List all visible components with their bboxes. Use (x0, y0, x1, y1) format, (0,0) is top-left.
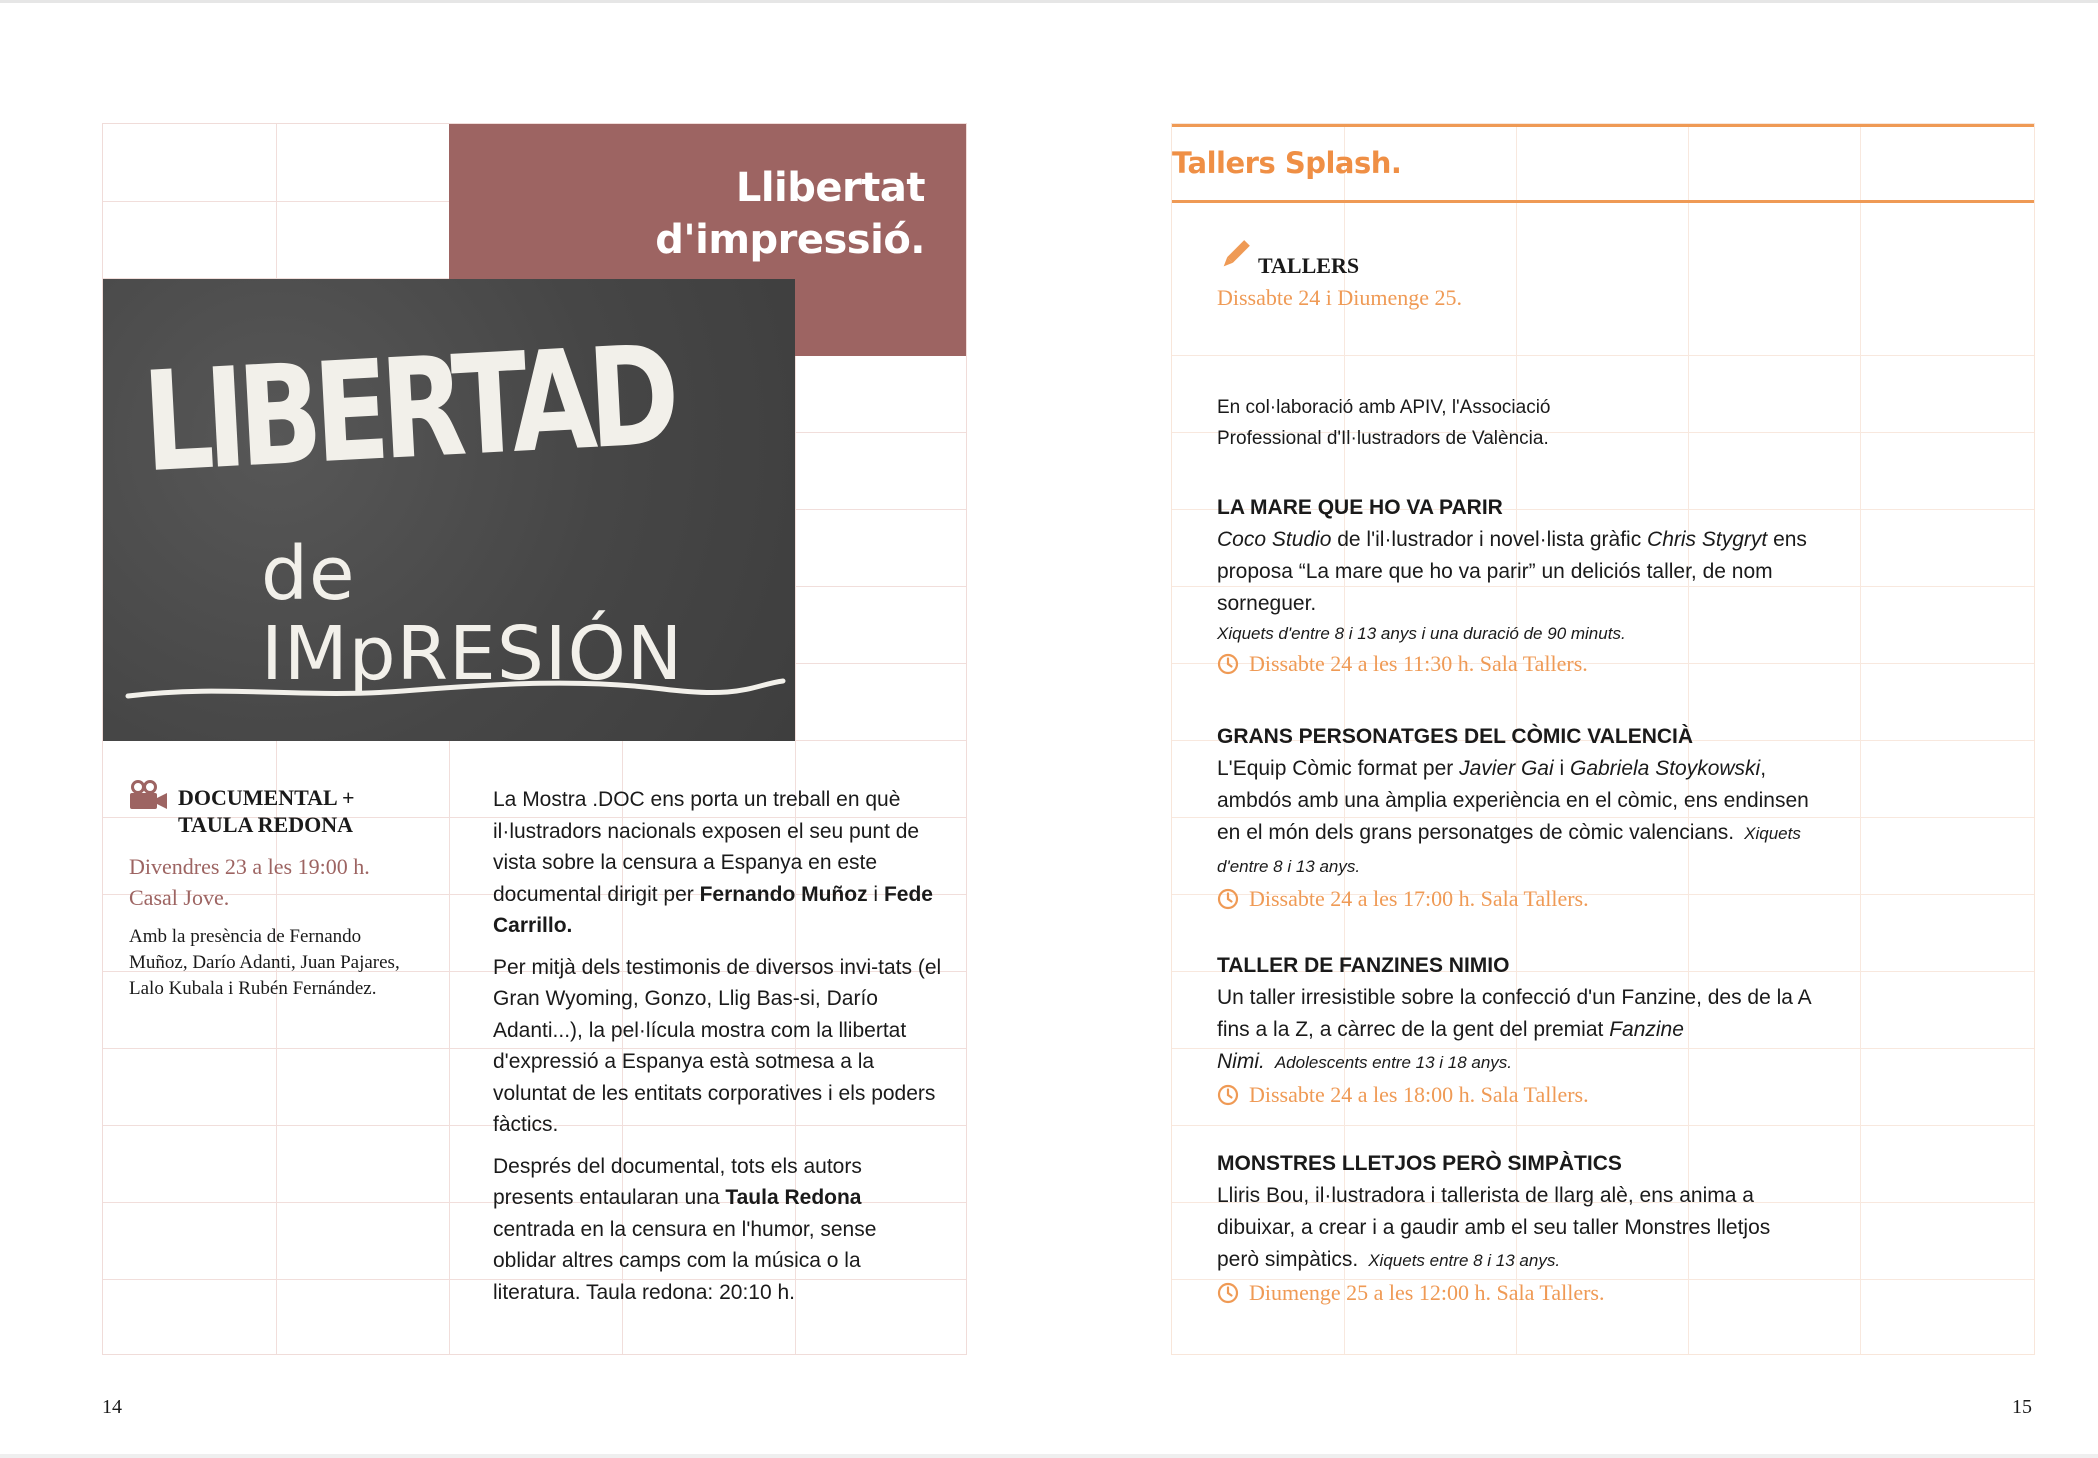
workshop-schedule: Dissabte 24 a les 17:00 h. Sala Tallers. (1217, 883, 1817, 915)
workshop-description: L'Equip Còmic format per Javier Gai i Gabriela Stoykowski, ambdós amb una àmplia experiència en el còmic, ens endinsen en el món dels grans personatges de còmic valencians. Xiquets d'entre 8 i 13 anys. (1217, 757, 1809, 876)
poster-title: LIBERTAD (139, 315, 676, 503)
clock-icon (1217, 1282, 1239, 1304)
intro-text: En col·laboració amb APIV, l'Associació Professional d'Il·lustradors de València. (1217, 397, 1551, 449)
paragraph-1: La Mostra .DOC ens porta un treball en què il·lustradors nacionals exposen el seu punt de vista sobre la censura a Espanya en este documental dirigit per Fernando Muñoz i Fede Carrillo. (493, 788, 933, 937)
left-page (102, 123, 967, 1355)
poster-underline (103, 279, 795, 741)
pencil-icon (1216, 236, 1254, 274)
workshop-title: LA MARE QUE HO VA PARIR (1217, 496, 1503, 519)
paragraph-2: Per mitjà dels testimonis de diversos invi-tats (el Gran Wyoming, Gonzo, Llig Bas-si, Darío Adanti...), la pel·lícula mostra com la llibertat d'expressió a Espanya està sotmesa a la voluntat de les entitats corporatives i els poders fàctics. (493, 955, 942, 1136)
poster-image (103, 279, 795, 741)
workshop-audience: Xiquets d'entre 8 i 13 anys i una duració de 90 minuts. (1217, 624, 1626, 643)
paragraph-3: Després del documental, tots els autors presents entaularan una Taula Redona centrada en la censura en l'humor, sense oblidar altres camps com la música o la literatura. Taula redona: 20:10 h. (493, 1154, 877, 1304)
workshop-audience: Adolescents entre 13 i 18 anys. (1274, 1053, 1513, 1072)
bottom-edge (0, 1454, 2098, 1458)
workshop-title: GRANS PERSONATGES DEL CÒMIC VALENCIÀ (1217, 725, 1694, 748)
page-number-right: 15 (2012, 1396, 2032, 1418)
header-rule-top (1172, 124, 2034, 127)
page-title: Llibertat d'impressió. (655, 165, 925, 263)
event-place: Casal Jove. (129, 885, 230, 910)
workshop-title: TALLER DE FANZINES NIMIO (1217, 954, 1510, 977)
category-label: TALLERS (1258, 253, 1360, 278)
right-page (1171, 123, 2035, 1355)
header-rule-bottom (1172, 200, 2034, 203)
workshop-description: Lliris Bou, il·lustradora i tallerista de llarg alè, ens anima a dibuixar, a crear i a gaudir amb el seu taller Monstres lletjos però simpàtics. Xiquets entre 8 i 13 anys. (1217, 1184, 1771, 1271)
clock-icon (1217, 888, 1239, 910)
workshop-schedule: Dissabte 24 a les 11:30 h. Sala Tallers. (1217, 648, 1817, 680)
clock-icon (1217, 1084, 1239, 1106)
workshop-item (1217, 721, 1817, 915)
category-days: Dissabte 24 i Diumenge 25. (1217, 285, 1463, 310)
event-guests: Amb la presència de Fernando Muñoz, Darío Adanti, Juan Pajares, Lalo Kubala i Rubén Fernández. (129, 926, 400, 999)
workshop-item (1217, 1148, 1817, 1309)
video-camera-icon (129, 780, 169, 812)
top-edge (0, 0, 2098, 3)
section-title: Tallers Splash. (1172, 146, 1402, 180)
workshop-schedule: Diumenge 25 a les 12:00 h. Sala Tallers. (1217, 1277, 1817, 1309)
workshop-audience: Xiquets entre 8 i 13 anys. (1368, 1251, 1561, 1270)
workshop-description: Un taller irresistible sobre la confecció d'un Fanzine, des de la A fins a la Z, a càrrec de la gent del premiat Fanzine Nimi. Adolescents entre 13 i 18 anys. (1217, 986, 1811, 1073)
workshop-audience: Xiquets d'entre 8 i 13 anys. (1217, 824, 1801, 876)
event-date: Divendres 23 a les 19:00 h. (129, 854, 370, 879)
article-body (493, 784, 943, 1318)
workshop-title: MONSTRES LLETJOS PERÒ SIMPÀTICS (1217, 1152, 1622, 1175)
poster-subtitle: de IMpRESIÓN (261, 531, 684, 697)
clock-icon (1217, 653, 1239, 675)
workshop-item (1217, 492, 1817, 680)
event-when (129, 851, 429, 913)
workshop-description: Coco Studio de l'il·lustrador i novel·lista gràfic Chris Stygryt ens proposa “La mare que ho va parir” un deliciós taller, de nom sorneguer. (1217, 528, 1807, 615)
page-number-left: 14 (102, 1396, 122, 1418)
workshop-item (1217, 950, 1817, 1111)
event-type: DOCUMENTAL + TAULA REDONA (178, 785, 355, 837)
workshop-schedule: Dissabte 24 a les 18:00 h. Sala Tallers. (1217, 1079, 1817, 1111)
